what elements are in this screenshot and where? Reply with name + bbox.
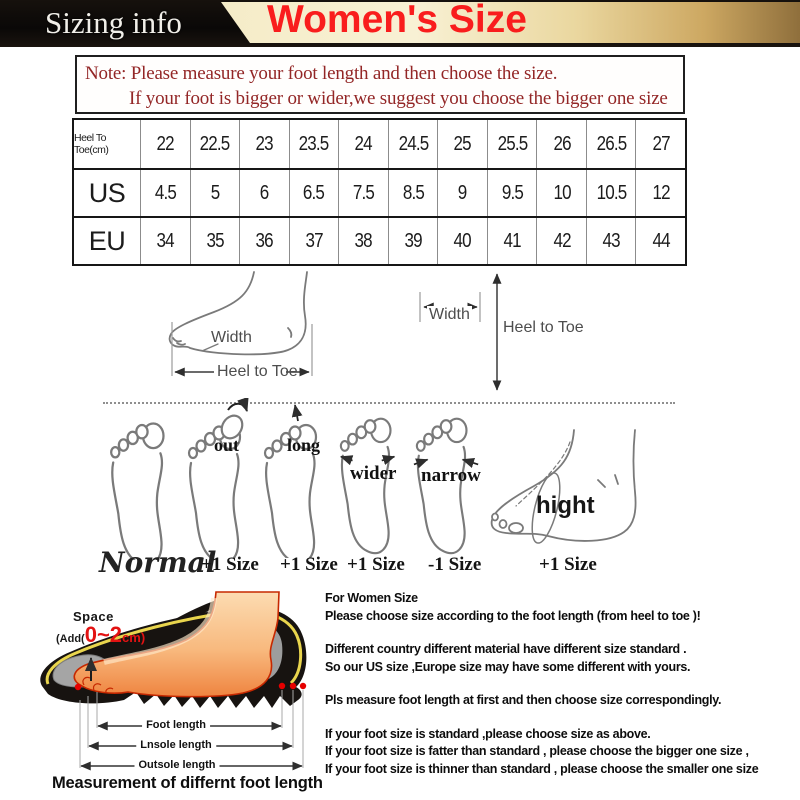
advice-heading: For Women Size [325,591,418,605]
table-row-us [74,168,685,216]
table-cell: 40 [453,229,472,252]
size-change-wider: +1 Size [347,554,405,575]
add-unit: cm) [122,630,146,645]
advice-line: Pls measure foot length at first and then choose size correspondingly. [325,693,722,707]
add-range: 0~2 [84,622,123,647]
foot-type-label-narrow: narrow [421,465,481,486]
advice-line: Please choose size according to the foot length (from heel to toe )! [325,608,701,623]
table-cell: 10 [553,181,571,204]
table-row-heel-to-toe [74,120,685,168]
size-change-long: +1 Size [280,554,338,575]
sizing-advice [325,590,799,778]
table-cell: 8.5 [402,181,424,204]
table-cell: 9.5 [501,181,523,204]
note-line-2: If your foot is bigger or wider,we suggest you choose the bigger one size [129,88,668,109]
advice-line: Different country different material have different size standard . [325,642,687,656]
size-change-hight: +1 Size [539,554,597,575]
table-cell: 44 [652,229,670,252]
table-cell: 26.5 [596,132,627,155]
table-cell: 27 [652,132,670,155]
table-row-eu [74,216,685,264]
table-cell: 36 [255,229,273,252]
table-cell: 7.5 [352,181,374,204]
row-header: EU [88,225,126,256]
size-change-narrow: -1 Size [428,554,482,575]
table-cell: 12 [652,181,670,204]
table-cell: 26 [553,132,571,155]
insole-length-label: Lnsole length [136,739,216,751]
add-prefix: (Add( [56,633,85,645]
table-cell: 35 [206,229,224,252]
table-cell: 24.5 [398,132,428,155]
table-cell: 4.5 [154,181,176,204]
table-cell: 43 [602,229,620,252]
table-cell: 39 [404,229,422,252]
foot-type-label-out: out [214,435,240,455]
table-cell: 34 [156,229,174,252]
table-cell: 24 [354,132,373,155]
measurement-caption: Measurement of differnt foot length [52,774,323,792]
note-line-1: Note: Please measure your foot length and then choose the size. [85,63,558,84]
size-change-out: +1 Size [201,554,259,575]
table-cell: 6.5 [303,181,325,204]
advice-line: If your foot size is thinner than standard , please choose the smaller one size [325,761,759,776]
foot-type-label-long: long [287,435,321,455]
page-title: Sizing info [45,5,182,40]
table-cell: 6 [260,181,269,204]
foot-normal-sketch [106,404,182,560]
table-cell: 42 [553,229,571,252]
table-cell: 10.5 [596,181,627,204]
shoe-cross-section-illustration [28,588,320,788]
table-cell: 23.5 [299,132,329,155]
space-allowance-label [56,622,145,648]
spacer [325,710,799,726]
foot-out-sketch [184,398,258,558]
table-cell: 37 [305,229,323,252]
row-header: US [88,177,126,208]
top-length-label: Heel to Toe [503,319,584,336]
foot-length-label: Foot length [142,719,210,731]
spacer [325,676,799,692]
top-width-label: Width [429,306,470,323]
table-cell: 25.5 [497,132,527,155]
table-cell: 23 [255,132,273,155]
section-title: Women's Size [267,0,527,41]
table-cell: 22.5 [199,132,230,155]
spacer [325,625,799,641]
table-cell: 22 [156,132,174,155]
foot-hight-sketch [482,420,647,552]
outsole-length-label: Outsole length [135,759,220,771]
note-box [75,55,685,114]
side-length-label: Heel to Toe [217,363,298,380]
table-cell: 25 [453,132,472,155]
table-cell: 38 [354,229,373,252]
foot-type-label-wider: wider [350,463,397,484]
row-header: Heel To Toe(cm) [74,132,109,156]
size-conversion-table [72,118,687,266]
space-label: Space [73,609,114,624]
table-cell: 41 [503,229,521,252]
advice-line: So our US size ,Europe size may have some different with yours. [325,659,691,674]
table-cell: 5 [210,181,220,204]
foot-type-label-hight: hight [536,492,595,519]
advice-line: If your foot size is standard ,please choose size as above. [325,726,651,741]
side-width-label: Width [211,329,252,346]
advice-line: If your foot size is fatter than standard , please choose the bigger one size , [325,744,749,758]
foot-type-normal-label: Normal [99,546,217,579]
foot-long-sketch [260,398,334,558]
table-cell: 9 [458,181,467,204]
